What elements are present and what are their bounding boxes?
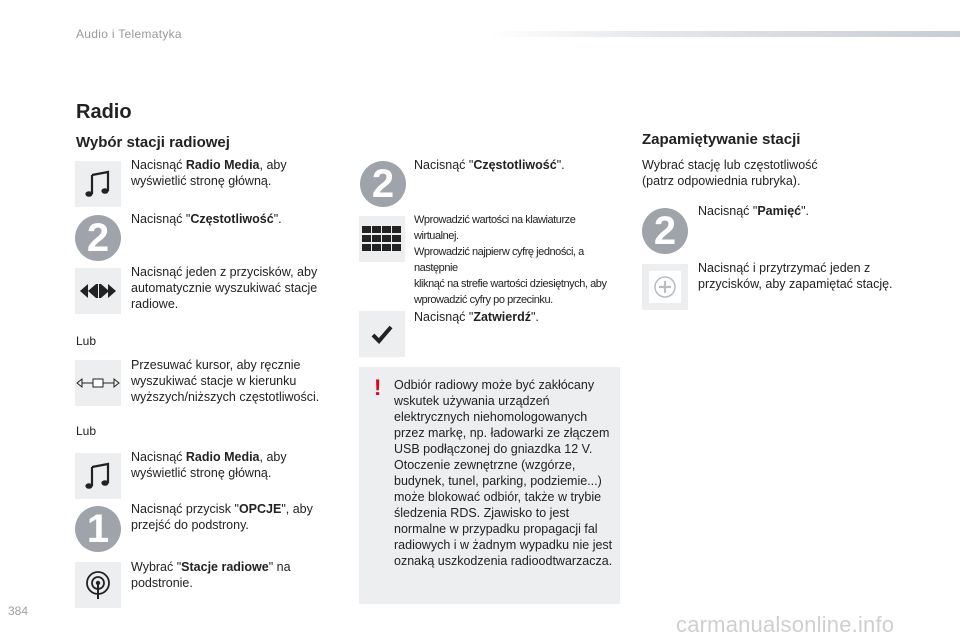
step-frequency-1: Nacisnąć "Częstotliwość". (131, 212, 282, 226)
header-title: Audio i Telematyka (76, 27, 182, 41)
step-virtual-keyboard: Wprowadzić wartości na klawiaturze wirtualnej. Wprowadzić najpierw cyfrę jedności, a następnie kliknąć na strefie wartości dziesiętnych, aby wprowadzić cyfry po przecinku. (414, 214, 607, 306)
or-label-2: Lub (76, 424, 97, 438)
section-title-memory: Zapamiętywanie stacji (642, 131, 801, 148)
number-2-icon: 2 (75, 215, 121, 261)
section-title-station-selection: Wybór stacji radiowej (76, 134, 230, 151)
warning-icon: ! (374, 375, 382, 400)
or-label-1: Lub (76, 334, 97, 348)
memory-intro: Wybrać stację lub częstotliwość (patrz odpowiednia rubryka). (642, 158, 818, 188)
music-note-icon (75, 161, 121, 207)
step-radio-stations: Wybrać "Stacje radiowe" na podstronie. (131, 560, 291, 590)
step-frequency-2: Nacisnąć "Częstotliwość". (414, 158, 565, 172)
add-preset-icon (642, 264, 688, 310)
step-confirm: Nacisnąć "Zatwierdź". (414, 310, 539, 324)
step-hold-preset: Nacisnąć i przytrzymać jeden z przycisków, aby zapamiętać stację. (698, 261, 893, 291)
step-manual-slider: Przesuwać kursor, aby ręcznie wyszukiwać stacje w kierunku wyższych/niższych częstotliwości. (131, 358, 320, 404)
number-2-icon: 2 (642, 208, 688, 254)
number-1-icon: 1 (75, 506, 121, 552)
keyboard-grid-icon (359, 216, 405, 262)
step-radio-media-2: Nacisnąć Radio Media, aby wyświetlić stronę główną. (131, 450, 287, 480)
step-radio-media-1: Nacisnąć Radio Media, aby wyświetlić stronę główną. (131, 158, 287, 188)
music-note-icon (75, 453, 121, 499)
warning-text: Odbiór radiowy może być zakłócany wskutek używania urządzeń elektrycznych niehomologowanych przez markę, np. ładowarki ze złączem USB podłączonej do gniazdka 12 V. Otoczenie zewnętrzne (wzgórze, budynek, tunel, parking, podziemie...) może blokować odbiór, także w trybie śledzenia RDS. Zjawisko to jest normalne w przypadku propagacji fal radiowych i w żadnym wypadku nie jest oznaką uszkodzenia radioodtwarzacza. (394, 378, 613, 568)
watermark: carmanualsonline.info (676, 612, 895, 637)
step-options: Nacisnąć przycisk "OPCJE", aby przejść do podstrony. (131, 502, 313, 532)
slider-icon (75, 360, 121, 406)
checkmark-icon (359, 311, 405, 357)
step-seek-buttons: Nacisnąć jeden z przycisków, aby automatycznie wyszukiwać stacje radiowe. (131, 265, 318, 311)
number-2-icon: 2 (360, 161, 406, 207)
page-title: Radio (76, 101, 132, 123)
page-number: 384 (8, 604, 29, 618)
step-memory: Nacisnąć "Pamięć". (698, 204, 810, 218)
header-divider (490, 31, 960, 37)
radio-station-icon (75, 562, 121, 608)
seek-arrows-icon (75, 268, 121, 314)
